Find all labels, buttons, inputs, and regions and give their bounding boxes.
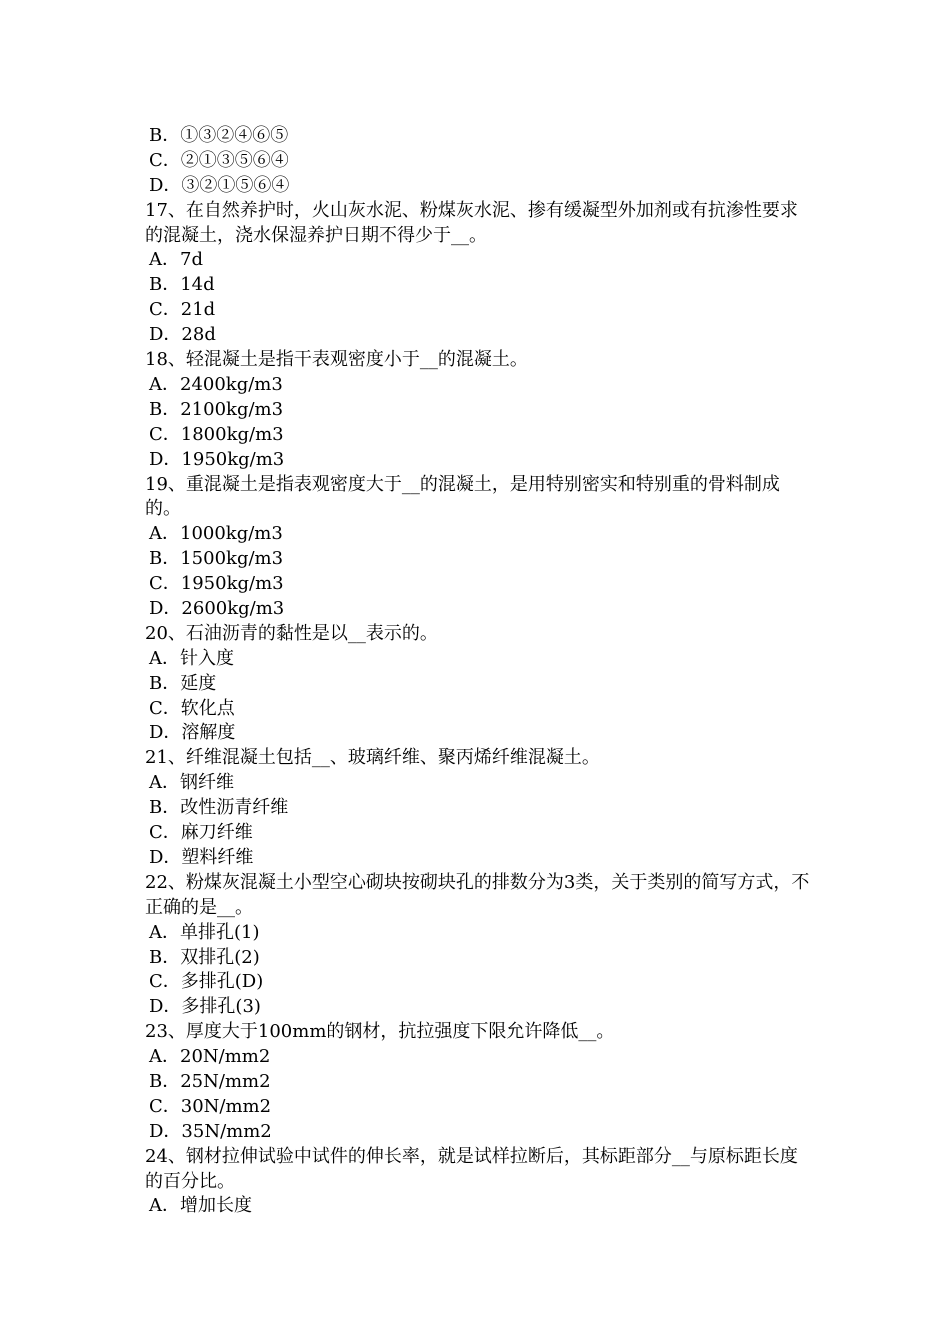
question-text: 24、钢材拉伸试验中试件的伸长率，就是试样拉断后，其标距部分__与原标距长度的百分比。 (145, 1145, 798, 1192)
answer-option: A．增加长度 (149, 1195, 252, 1217)
document-page (145, 124, 815, 1219)
answer-option: C．21d (149, 299, 216, 321)
answer-option: B．25N/mm2 (149, 1071, 271, 1092)
answer-option: C．②①③⑤⑥④ (149, 149, 289, 171)
answer-option: B．1500kg/m3 (149, 548, 284, 570)
answer-option: D．多排孔(3) (149, 996, 261, 1018)
answer-option: B．①③②④⑥⑤ (149, 125, 289, 146)
answer-option: A．钢纤维 (149, 772, 234, 794)
question-text: 23、厚度大于100mm的钢材，抗拉强度下限允许降低__。 (145, 1021, 615, 1043)
answer-option: B．14d (149, 274, 215, 296)
answer-option: B．延度 (149, 672, 217, 694)
question-text: 21、纤维混凝土包括__、玻璃纤维、聚丙烯纤维混凝土。 (145, 747, 600, 769)
answer-option: D．28d (149, 324, 216, 346)
answer-option: A．针入度 (149, 647, 234, 669)
answer-option: C．软化点 (149, 697, 235, 719)
answer-option: A．单排孔(1) (149, 921, 260, 943)
answer-option: D．溶解度 (149, 722, 236, 744)
question-text: 17、在自然养护时，火山灰水泥、粉煤灰水泥、掺有缓凝型外加剂或有抗渗性要求的混凝土，浇水保湿养护日期不得少于__。 (145, 199, 798, 246)
answer-option: C．30N/mm2 (149, 1095, 272, 1117)
answer-option: C．麻刀纤维 (149, 822, 253, 844)
question-text: 20、石油沥青的黏性是以__表示的。 (145, 622, 438, 644)
answer-option: D．1950kg/m3 (149, 448, 285, 470)
question-text: 22、粉煤灰混凝土小型空心砌块按砌块孔的排数分为3类，关于类别的简写方式，不正确的是__。 (145, 871, 810, 918)
answer-option: D．塑料纤维 (149, 846, 254, 868)
question-list (145, 124, 815, 1219)
answer-option: A．1000kg/m3 (149, 523, 283, 545)
answer-option: D．2600kg/m3 (149, 598, 285, 619)
answer-option: C．1950kg/m3 (149, 573, 284, 595)
answer-option: A．20N/mm2 (149, 1046, 271, 1068)
answer-option: A．7d (149, 249, 203, 271)
question-text: 19、重混凝土是指表观密度大于__的混凝土，是用特别密实和特别重的骨料制成的。 (145, 473, 780, 520)
answer-option: B．双排孔(2) (149, 946, 260, 968)
answer-option: A．2400kg/m3 (149, 373, 283, 395)
answer-option: B．改性沥青纤维 (149, 797, 289, 819)
answer-option: D．35N/mm2 (149, 1120, 272, 1142)
answer-option: B．2100kg/m3 (149, 398, 284, 420)
answer-option: C．多排孔(D) (149, 971, 264, 993)
question-text: 18、轻混凝土是指干表观密度小于__的混凝土。 (145, 349, 528, 371)
answer-option: C．1800kg/m3 (149, 423, 284, 445)
answer-option: D．③②①⑤⑥④ (149, 174, 290, 196)
